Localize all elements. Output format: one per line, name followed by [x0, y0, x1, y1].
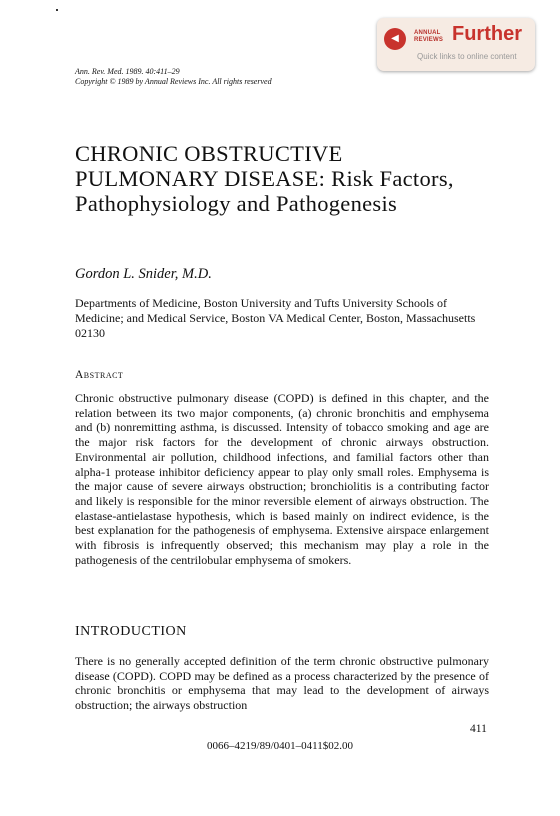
speaker-icon: ◀	[384, 28, 406, 50]
abstract-heading: Abstract	[75, 369, 124, 381]
author-name: Gordon L. Snider, M.D.	[75, 266, 212, 282]
badge-title: Further	[452, 23, 522, 45]
badge-org-name: ANNUAL REVIEWS	[414, 30, 444, 43]
page-number: 411	[470, 723, 487, 735]
article-title: CHRONIC OBSTRUCTIVE PULMONARY DISEASE: Risk Factors, Pathophysiology and Pathogenesis	[75, 141, 454, 216]
badge-subtitle: Quick links to online content	[417, 52, 517, 61]
author-affiliation: Departments of Medicine, Boston University and Tufts University Schools of Medicine; and Medical Service, Boston VA Medical Center, Boston, Massachusetts 02130	[75, 296, 476, 340]
abstract-text: Chronic obstructive pulmonary disease (COPD) is defined in this chapter, and the relation between its two major components, (a) chronic bronchitis and emphysema and (b) nonremitting asthma, is discussed. Intensity of tobacco smoking and age are the major risk factors for the development of chronic airways obstruction. Environmental air pollution, childhood infections, and familial factors other than alpha-1 protease inhibitor deficiency appear to play only small roles. Emphysema is the major cause of severe airways obstruction; bronchiolitis is a contributing factor and likely is responsible for the minor reversible element of airways obstruction. The elastase-antielastase hypothesis, which is based mainly on indirect evidence, is the best explanation for the pathogenesis of emphysema. Extensive airspace enlargement with fibrosis is infrequently observed; this mechanism may play a role in the pathogenesis of the centrilobular emphysema of smokers.	[75, 391, 489, 567]
journal-citation	[75, 67, 272, 87]
citation-copyright-line: Copyright © 1989 by Annual Reviews Inc. All rights reserved	[75, 77, 272, 86]
article-code: 0066–4219/89/0401–0411$02.00	[207, 740, 353, 752]
further-links-badge[interactable]	[377, 18, 535, 71]
scan-speck	[56, 9, 58, 11]
introduction-heading: INTRODUCTION	[75, 624, 187, 639]
introduction-text: There is no generally accepted definition of the term chronic obstructive pulmonary disease (COPD). COPD may be defined as a process characterized by the presence of chronic bronchitis or emphysema that may lead to the development of airways obstruction; the airways obstruction	[75, 654, 489, 713]
citation-journal-line: Ann. Rev. Med. 1989. 40:411–29	[75, 67, 180, 76]
